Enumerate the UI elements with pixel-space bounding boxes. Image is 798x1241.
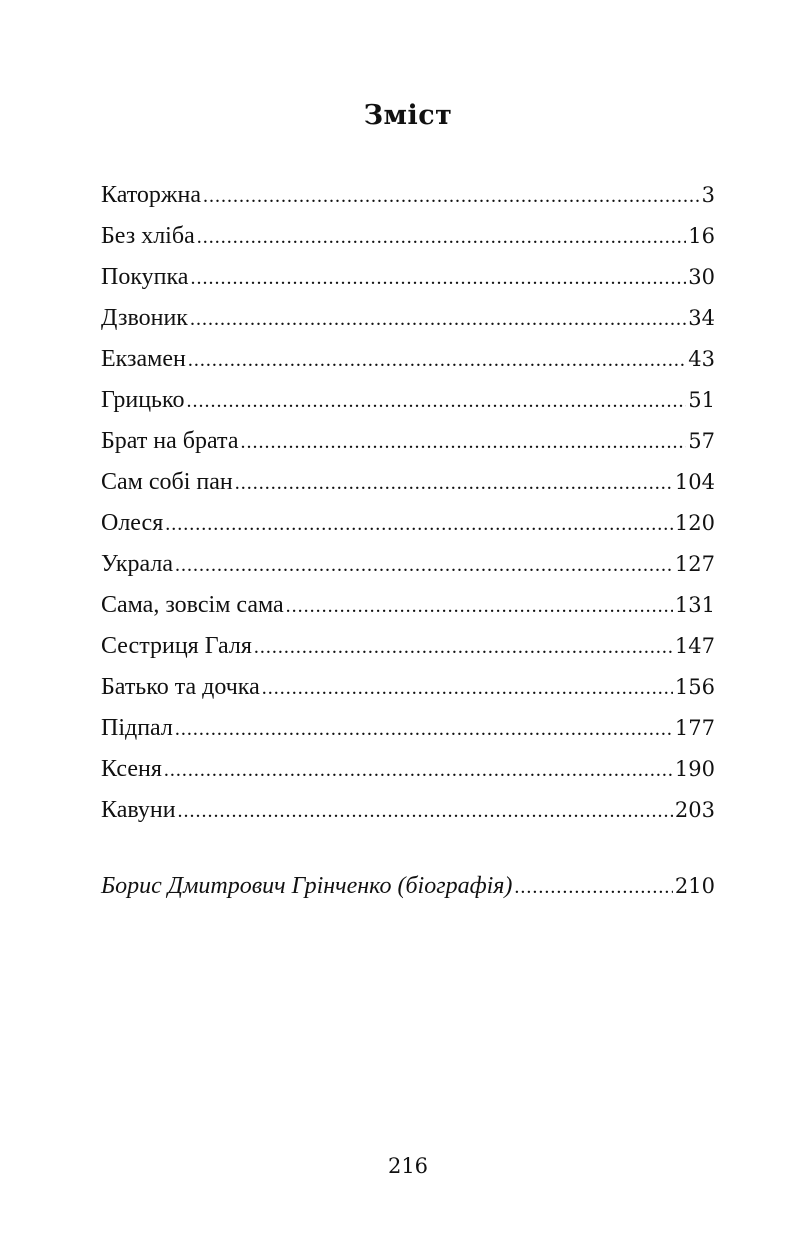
toc-entry-title: Екзамен xyxy=(101,346,186,372)
toc-entry[interactable] xyxy=(101,587,715,628)
toc-entry[interactable] xyxy=(101,341,715,382)
dot-leader xyxy=(240,424,686,460)
toc-entry[interactable] xyxy=(101,710,715,751)
dot-leader xyxy=(190,260,686,296)
page-number: 216 xyxy=(387,1154,429,1178)
dot-leader xyxy=(175,711,673,747)
toc-entry-page: 120 xyxy=(674,511,715,535)
toc-entry-title: Брат на брата xyxy=(101,428,239,454)
toc-entry-page: 131 xyxy=(674,593,715,617)
toc-entry-title: Ксеня xyxy=(101,756,162,782)
biography-entry-block xyxy=(101,868,715,909)
dot-leader xyxy=(186,383,686,419)
page-title: Зміст xyxy=(363,100,453,131)
toc-entry-title: Борис Дмитрович Грінченко (біографія) xyxy=(101,873,513,899)
dot-leader xyxy=(164,752,673,788)
toc-entry-biography[interactable] xyxy=(101,868,715,909)
toc-entry[interactable] xyxy=(101,546,715,587)
toc-entry[interactable] xyxy=(101,218,715,259)
dot-leader xyxy=(235,465,673,501)
toc-entry[interactable] xyxy=(101,505,715,546)
toc-entry-page: 57 xyxy=(688,429,715,453)
toc-entry-title: Сестриця Галя xyxy=(101,633,252,659)
toc-entry-title: Покупка xyxy=(101,264,189,290)
toc-entry-page: 156 xyxy=(674,675,715,699)
dot-leader xyxy=(178,793,673,829)
dot-leader xyxy=(197,219,687,255)
toc-entry-page: 147 xyxy=(674,634,715,658)
toc-entry-page: 3 xyxy=(701,183,715,207)
dot-leader xyxy=(203,178,700,214)
toc-entry[interactable] xyxy=(101,259,715,300)
toc-entry[interactable] xyxy=(101,382,715,423)
toc-entry[interactable] xyxy=(101,792,715,833)
table-of-contents xyxy=(101,177,715,833)
toc-entry-page: 16 xyxy=(688,224,715,248)
toc-entry-page: 177 xyxy=(674,716,715,740)
toc-entry[interactable] xyxy=(101,300,715,341)
dot-leader xyxy=(514,869,672,905)
toc-entry-page: 30 xyxy=(688,265,715,289)
toc-entry[interactable] xyxy=(101,423,715,464)
toc-entry-title: Украла xyxy=(101,551,174,577)
toc-entry-title: Дзвоник xyxy=(101,305,188,331)
toc-entry-page: 210 xyxy=(674,874,715,898)
dot-leader xyxy=(188,342,686,378)
toc-entry[interactable] xyxy=(101,177,715,218)
toc-entry-page: 190 xyxy=(674,757,715,781)
toc-entry-page: 203 xyxy=(674,798,715,822)
toc-entry-title: Сам собі пан xyxy=(101,469,233,495)
toc-entry-title: Без хліба xyxy=(101,223,195,249)
toc-entry-title: Каторжна xyxy=(101,182,201,208)
dot-leader xyxy=(175,547,673,583)
toc-entry-title: Кавуни xyxy=(101,797,176,823)
toc-entry[interactable] xyxy=(101,751,715,792)
toc-entry-page: 34 xyxy=(688,306,715,330)
toc-entry-title: Сама, зовсім сама xyxy=(101,592,284,618)
dot-leader xyxy=(262,670,673,706)
toc-entry-page: 104 xyxy=(674,470,715,494)
toc-entry-page: 51 xyxy=(688,388,715,412)
dot-leader xyxy=(165,506,673,542)
toc-entry-title: Батько та дочка xyxy=(101,674,260,700)
toc-entry[interactable] xyxy=(101,669,715,710)
toc-entry-title: Грицько xyxy=(101,387,185,413)
toc-entry-page: 127 xyxy=(674,552,715,576)
toc-entry[interactable] xyxy=(101,464,715,505)
dot-leader xyxy=(190,301,686,337)
toc-entry-page: 43 xyxy=(688,347,715,371)
toc-entry[interactable] xyxy=(101,628,715,669)
dot-leader xyxy=(286,588,673,624)
toc-entry-title: Олеся xyxy=(101,510,164,536)
toc-entry-title: Підпал xyxy=(101,715,173,741)
dot-leader xyxy=(254,629,673,665)
